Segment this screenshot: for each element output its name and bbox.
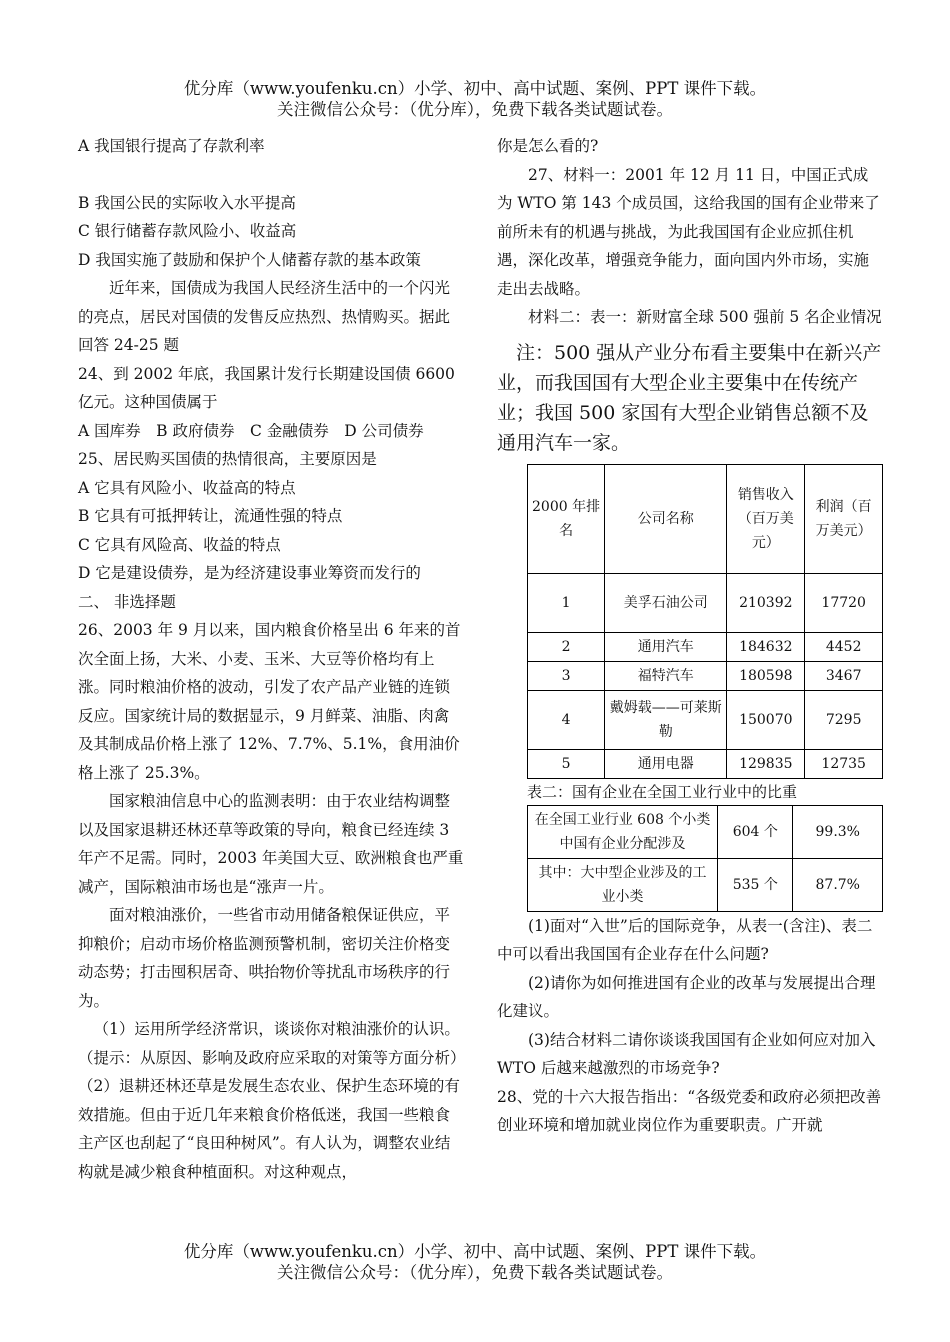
footer-line-1: 优分库（www.youfenku.cn）小学、初中、高中试题、案例、PPT 课件下载。 — [183, 1242, 767, 1261]
question-25-b: B 它具有可抵押转让，流通性强的特点 — [78, 507, 343, 525]
cell-ratio: 87.7% — [793, 858, 883, 911]
cell-count: 604 个 — [718, 805, 793, 858]
cell-rank: 1 — [528, 573, 605, 632]
cell-company: 通用电器 — [605, 749, 727, 778]
cell-sales: 184632 — [727, 632, 805, 661]
cell-sales: 210392 — [727, 573, 805, 632]
question-25: 25、居民购买国债的热情很高，主要原因是 — [78, 450, 377, 468]
cell-profit: 4452 — [805, 632, 883, 661]
table-row — [528, 573, 883, 632]
table-header-row — [528, 464, 883, 573]
cell-sales: 150070 — [727, 690, 805, 749]
cell-rank: 2 — [528, 632, 605, 661]
question-27-sub1: (1)面对“入世”后的国际竞争，从表一(含注)、表二中可以看出我国国有企业存在什么问题? — [497, 916, 873, 963]
cell-ratio: 99.3% — [793, 805, 883, 858]
question-26-sub2: （2）退耕还林还草是发展生态农业、保护生态环境的有效措施。但由于近几年来粮食价格低迷，我国一些粮食主产区也刮起了“良田种树风”。有人认为，调整农业结构就是减少粮食种植面积。对这种观点， — [78, 1077, 460, 1181]
cell-company: 美孚石油公司 — [605, 573, 727, 632]
option-a: A 我国银行提高了存款利率 — [78, 137, 265, 155]
cell-profit: 17720 — [805, 573, 883, 632]
question-26-p3: 面对粮油涨价，一些省市动用储备粮保证供应，平抑粮价；启动市场价格监测预警机制，密切关注价格变动态势；打击囤积居奇、哄抬物价等扰乱市场秩序的行为。 — [78, 906, 451, 1010]
section-title: 二、 非选择题 — [78, 592, 176, 611]
table-row — [528, 749, 883, 778]
cell-sales: 129835 — [727, 749, 805, 778]
option-d: D 我国实施了鼓励和保护个人储蓄存款的基本政策 — [78, 250, 421, 269]
cell-category: 其中：大中型企业涉及的工业小类 — [528, 858, 718, 911]
bond-intro: 近年来，国债成为我国人民经济生活中的一个闪光的亮点，居民对国债的发售反应热烈、热情购买。据此回答 24-25 题 — [78, 279, 451, 354]
page-footer — [0, 1241, 950, 1283]
table-row — [528, 805, 883, 858]
cell-profit: 3467 — [805, 661, 883, 690]
footer-line-2: 关注微信公众号：（优分库），免费下载各类试题试卷。 — [277, 1263, 673, 1282]
table-row — [528, 632, 883, 661]
cell-rank: 5 — [528, 749, 605, 778]
header-company: 公司名称 — [605, 464, 727, 573]
question-26-p2: 国家粮油信息中心的监测表明：由于农业结构调整以及国家退耕还林还草等政策的导向，粮食已经连续 3 年产不足需。同时，2003 年美国大豆、欧洲粮食也严重减产，国际粮油市场也是“涨声一片。 — [78, 792, 464, 896]
page-header — [0, 78, 950, 120]
question-27-material-1: 27、材料一：2001 年 12 月 11 日，中国正式成为 WTO 第 143 个成员国，这给我国的国有企业带来了前所未有的机遇与挑战，为此我国国有企业应抓住机遇，深化改革，增强竞争能力，面向国内外市场，实施走出去战略。 — [497, 165, 880, 298]
cell-company: 戴姆载——可莱斯勒 — [605, 690, 727, 749]
question-27-sub3: (3)结合材料二请你谈谈我国国有企业如何应对加入 WTO 后越来越激烈的市场竞争? — [497, 1030, 876, 1077]
cell-category: 在全国工业行业 608 个小类中国有企业分配涉及 — [528, 805, 718, 858]
table-row — [528, 858, 883, 911]
question-27-sub2: (2)请你为如何推进国有企业的改革与发展提出合理化建议。 — [497, 973, 876, 1020]
header-line-1: 优分库（www.youfenku.cn）小学、初中、高中试题、案例、PPT 课件下载。 — [183, 79, 767, 98]
table-note: 注：500 强从产业分布看主要集中在新兴产业，而我国国有大型企业主要集中在传统产业；我国 500 家国有大型企业销售总额不及通用汽车一家。 — [497, 341, 882, 454]
cell-sales: 180598 — [727, 661, 805, 690]
right-column — [497, 132, 883, 1140]
question-25-c: C 它具有风险高、收益的特点 — [78, 535, 281, 554]
continued-text: 你是怎么看的? — [497, 137, 599, 155]
state-enterprise-table — [527, 805, 883, 912]
header-profit: 利润（百万美元） — [805, 464, 883, 573]
question-24: 24、到 2002 年底，我国累计发行长期建设国债 6600 亿元。这种国债属于 — [78, 364, 455, 411]
option-b: B 我国公民的实际收入水平提高 — [78, 193, 296, 212]
table-2-caption: 表二：国有企业在全国工业行业中的比重 — [527, 782, 798, 801]
question-24-options: A 国库券 B 政府债券 C 金融债券 D 公司债券 — [78, 421, 424, 440]
question-25-d: D 它是建设债券，是为经济建设事业筹资而发行的 — [78, 564, 421, 582]
question-26-p1: 26、2003 年 9 月以来，国内粮食价格呈出 6 年来的首次全面上扬，大米、小麦、玉米、大豆等价格均有上涨。同时粮油价格的波动，引发了农产品产业链的连锁反应。国家统计局的数据显示，9 月鲜菜、油脂、肉禽及其制成品价格上涨了 12%、7.7%、5.1%，食用油价格上涨了 25.3%。 — [78, 621, 461, 782]
cell-company: 通用汽车 — [605, 632, 727, 661]
cell-company: 福特汽车 — [605, 661, 727, 690]
header-rank: 2000 年排名 — [528, 464, 605, 573]
option-c: C 银行储蓄存款风险小、收益高 — [78, 222, 297, 240]
cell-profit: 12735 — [805, 749, 883, 778]
question-26-sub1: （1）运用所学经济常识，谈谈你对粮油涨价的认识。（提示：从原因、影响及政府应采取的对策等方面分析） — [78, 1020, 466, 1067]
left-column — [78, 132, 464, 1186]
cell-profit: 7295 — [805, 690, 883, 749]
cell-rank: 3 — [528, 661, 605, 690]
header-line-2: 关注微信公众号：（优分库），免费下载各类试题试卷。 — [277, 100, 673, 119]
fortune-500-table — [527, 464, 883, 779]
cell-count: 535 个 — [718, 858, 793, 911]
cell-rank: 4 — [528, 690, 605, 749]
table-row — [528, 690, 883, 749]
question-28: 28、党的十六大报告指出：“各级党委和政府必须把改善创业环境和增加就业岗位作为重要职责。广开就 — [497, 1087, 882, 1134]
header-sales: 销售收入（百万美元） — [727, 464, 805, 573]
question-27-material-2: 材料二：表一：新财富全球 500 强前 5 名企业情况 — [528, 308, 882, 326]
question-25-a: A 它具有风险小、收益高的特点 — [78, 478, 296, 497]
table-row — [528, 661, 883, 690]
